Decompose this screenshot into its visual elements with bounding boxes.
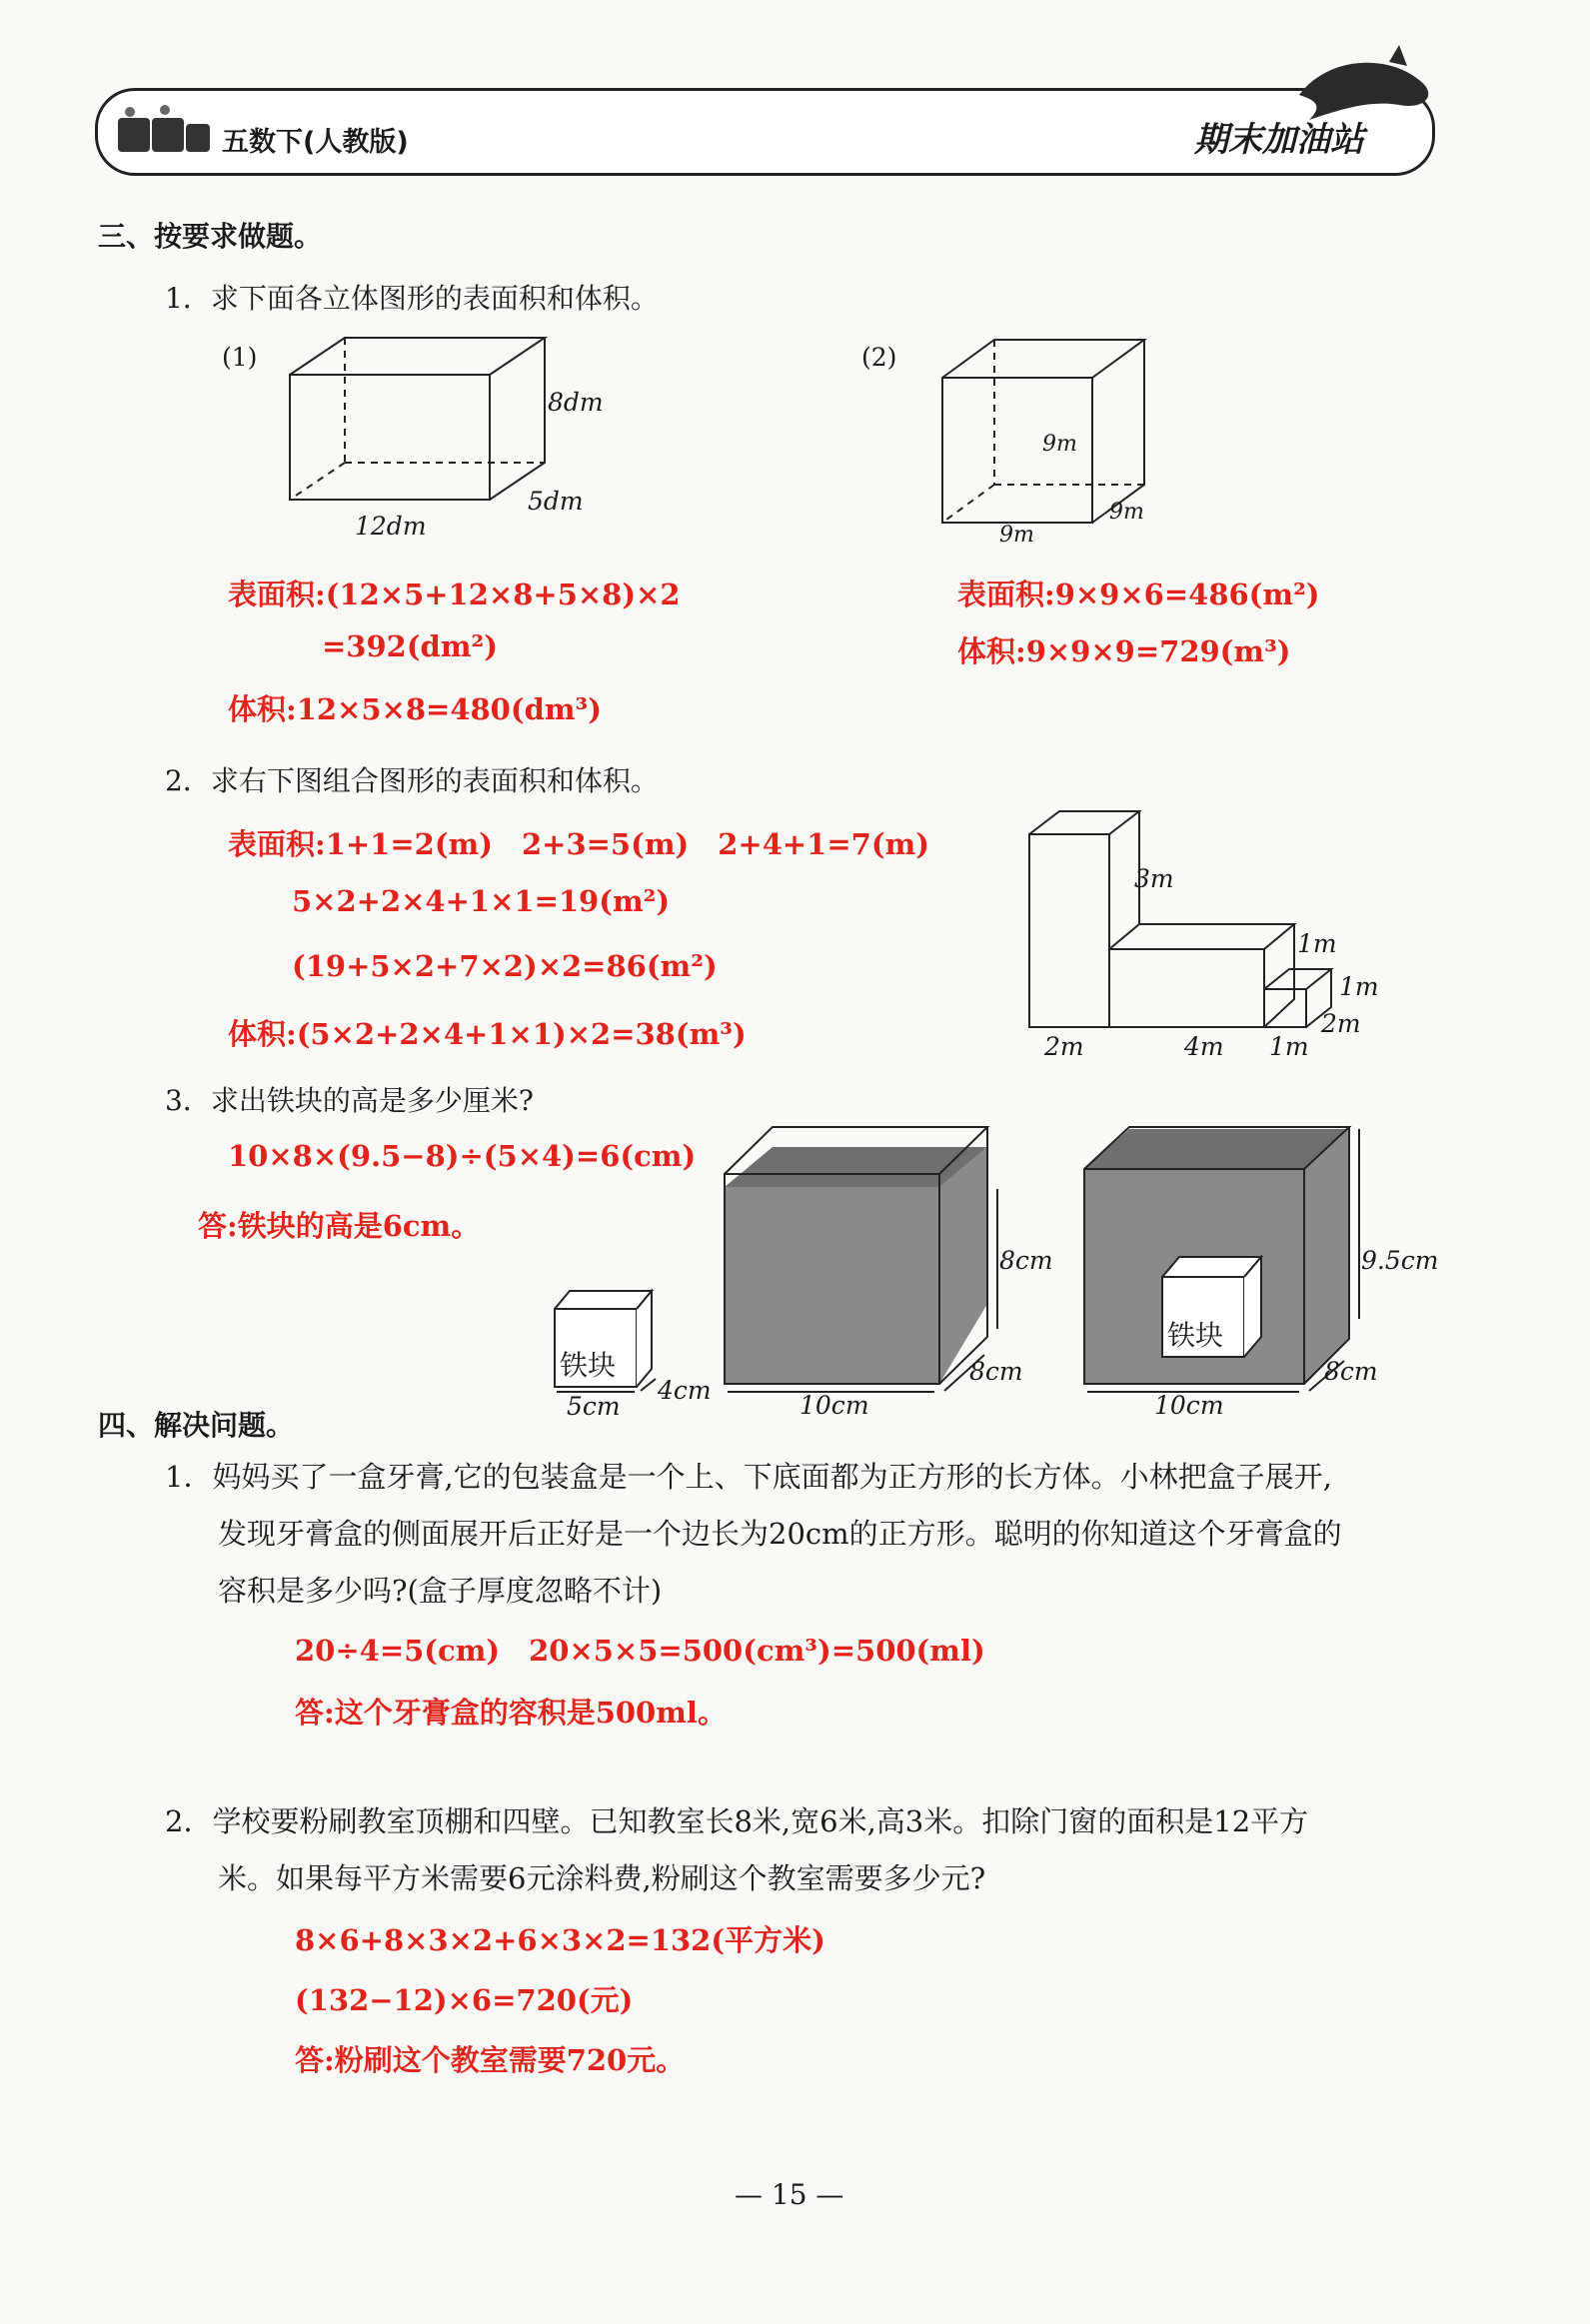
fig1-cuboid [290, 338, 545, 500]
block-depth: 4cm [658, 1376, 712, 1405]
tank1-depth: 8cm [969, 1357, 1023, 1386]
q1-ans2-line2: 体积:9×9×9=729(m³) [957, 634, 1291, 668]
page-number: — 15 — [735, 2178, 844, 2211]
comp-label-2m-bottom: 2m [1044, 1032, 1084, 1061]
fig2-bottom: 9m [999, 523, 1034, 548]
fig1-height: 8dm [548, 388, 604, 417]
comp-label-4m: 4m [1184, 1032, 1224, 1061]
tank2-depth: 8cm [1324, 1357, 1378, 1386]
comp-label-1m-a: 1m [1297, 929, 1337, 958]
q3-prompt: 3．求出铁块的高是多少厘米? [165, 1084, 534, 1117]
block-width: 5cm [567, 1392, 621, 1421]
p1-line3: 容积是多少吗?(盒子厚度忽略不计) [218, 1574, 663, 1608]
p2-line1: 2．学校要粉刷教室顶棚和四壁。已知教室长8米,宽6米,高3米。扣除门窗的面积是12平方 [165, 1804, 1309, 1838]
fig1-depth: 5dm [528, 487, 584, 516]
p2-ans-line1: 8×6+8×3×2+6×3×2=132(平方米) [295, 1923, 825, 1957]
q1-ans1-line1: 表面积:(12×5+12×8+5×8)×2 [228, 578, 681, 611]
q2-ans-line3: (19+5×2+7×2)×2=86(m²) [292, 949, 718, 983]
header-title: 期末加油站 [1194, 120, 1364, 160]
tank1-width: 10cm [799, 1391, 869, 1420]
p1-line1: 1．妈妈买了一盒牙膏,它的包装盒是一个上、下底面都为正方形的长方体。小林把盒子展开, [165, 1460, 1332, 1494]
comp-label-2m-right: 2m [1321, 1009, 1361, 1038]
q1-ans1-line2: =392(dm²) [322, 629, 498, 663]
comp-label-3m: 3m [1134, 864, 1174, 893]
q2-ans-line4: 体积:(5×2+2×4+1×1)×2=38(m³) [228, 1017, 747, 1051]
tank2-height: 9.5cm [1361, 1246, 1439, 1275]
comp-label-1m-b: 1m [1339, 972, 1379, 1001]
header-subject: 五数下(人教版) [222, 127, 409, 158]
section4-heading: 四、解决问题。 [98, 1409, 295, 1442]
fig2-depth: 9m [1109, 500, 1144, 525]
fig1-label: (1) [222, 343, 258, 372]
p2-line2: 米。如果每平方米需要6元涂料费,粉刷这个教室需要多少元? [218, 1861, 986, 1895]
q2-ans-line1: 表面积:1+1=2(m) 2+3=5(m) 2+4+1=7(m) [228, 827, 929, 861]
p1-ans-line2: 答:这个牙膏盒的容积是500ml。 [295, 1696, 727, 1730]
q3-ans-line2: 答:铁块的高是6cm。 [198, 1209, 481, 1243]
q1-ans1-line3: 体积:12×5×8=480(dm³) [228, 692, 602, 726]
comp-label-1m-bottom: 1m [1269, 1032, 1309, 1061]
p2-ans-line2: (132−12)×6=720(元) [295, 1983, 634, 2017]
composite-figure [1029, 811, 1331, 1027]
tank2-width: 10cm [1154, 1391, 1224, 1420]
block-label: 铁块 [560, 1349, 617, 1382]
q3-ans-line1: 10×8×(9.5−8)÷(5×4)=6(cm) [228, 1139, 697, 1173]
q2-ans-line2: 5×2+2×4+1×1=19(m²) [292, 884, 671, 918]
q1-ans2-line1: 表面积:9×9×6=486(m²) [957, 578, 1320, 611]
section3-heading: 三、按要求做题。 [98, 220, 323, 253]
q1-prompt: 1．求下面各立体图形的表面积和体积。 [165, 282, 659, 315]
tank1-height: 8cm [999, 1246, 1053, 1275]
fig1-length: 12dm [355, 512, 427, 541]
p1-line2: 发现牙膏盒的侧面展开后正好是一个边长为20cm的正方形。聪明的你知道这个牙膏盒的 [218, 1517, 1342, 1551]
p1-ans-line1: 20÷4=5(cm) 20×5×5=500(cm³)=500(ml) [295, 1634, 985, 1668]
q2-prompt: 2．求右下图组合图形的表面积和体积。 [165, 764, 659, 797]
p2-ans-line3: 答:粉刷这个教室需要720元。 [295, 2043, 686, 2077]
fig2-label: (2) [861, 343, 897, 372]
tank1 [725, 1127, 997, 1392]
tank2-block-label: 铁块 [1167, 1319, 1224, 1352]
fig2-inner: 9m [1042, 432, 1077, 457]
